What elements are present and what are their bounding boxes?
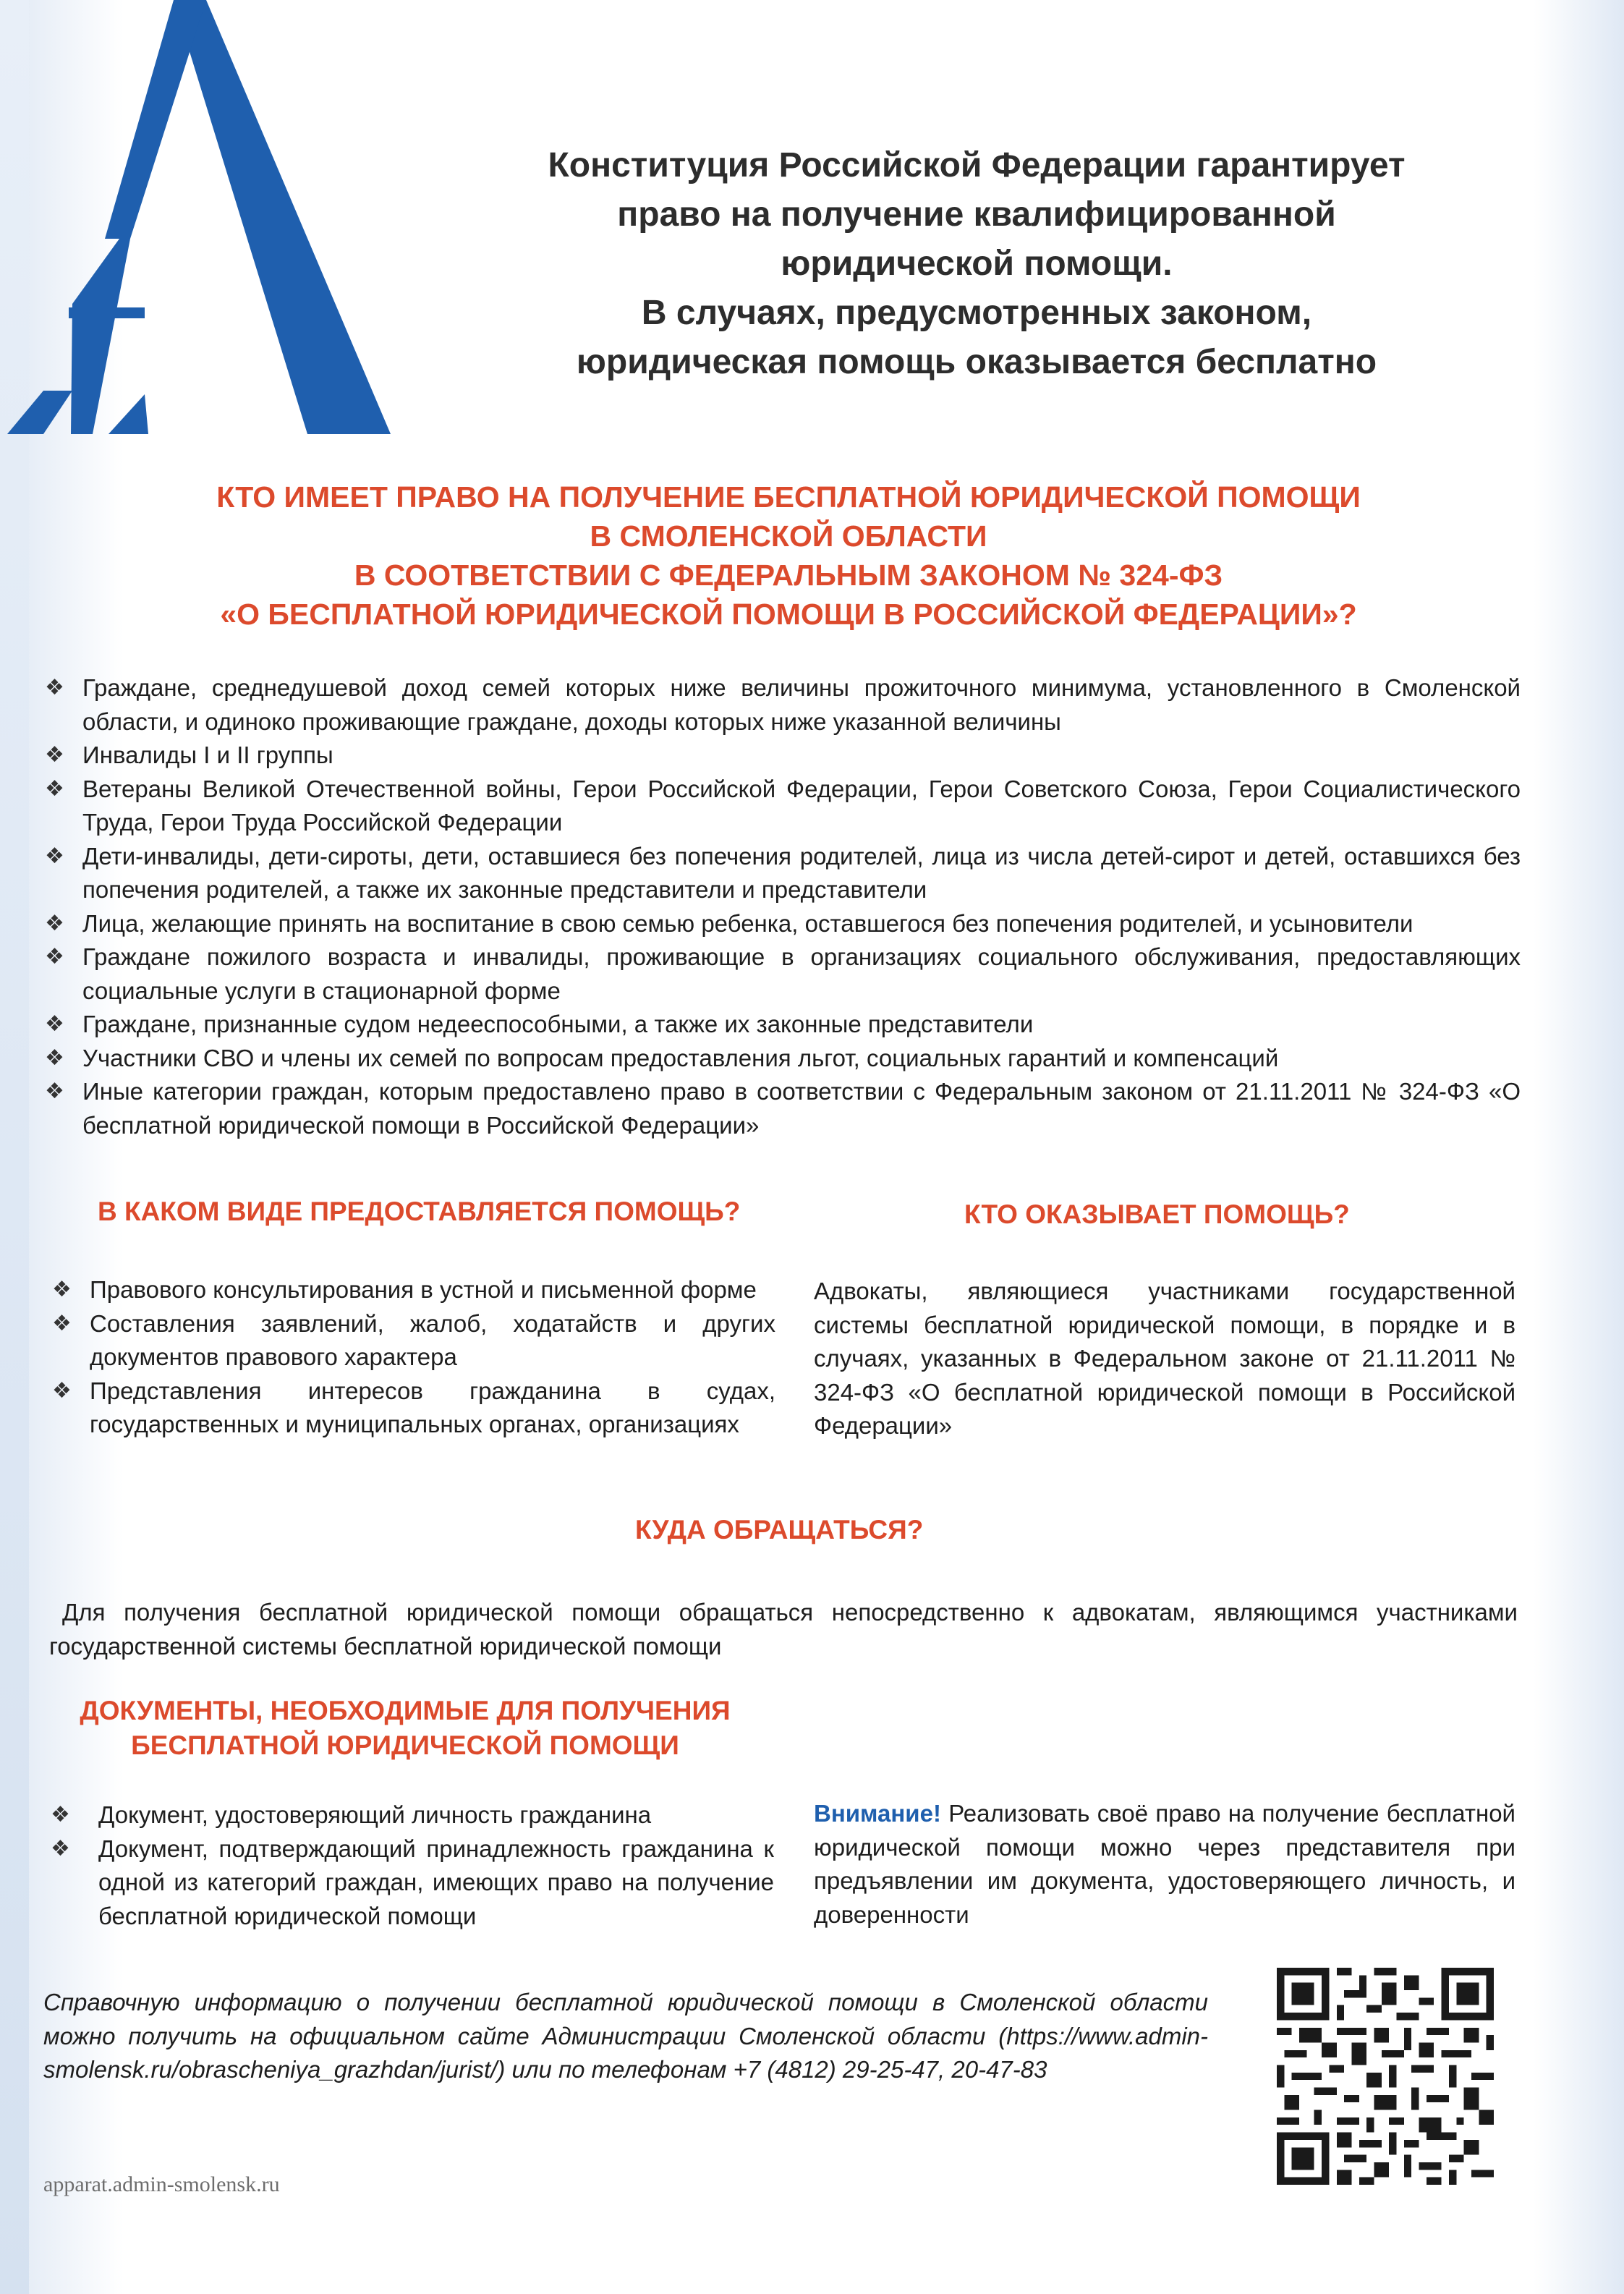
list-item — [52, 1375, 775, 1442]
diamond-bullet-icon: ❖ — [45, 911, 64, 935]
diamond-bullet-icon: ❖ — [45, 1012, 64, 1036]
attention-note — [814, 1797, 1515, 1932]
header-line: право на получение квалифицированной — [617, 195, 1336, 234]
list-item-text: Составления заявлений, жалоб, ходатайств и других документов правового характера — [90, 1309, 775, 1370]
list-item-text: Иные категории граждан, которым предоставлено право в соответствии с Федеральным законом от 21.11.2011 № 324-ФЗ «О бесплатной юридической помощи в Российской Федерации» — [82, 1078, 1521, 1139]
diamond-bullet-icon: ❖ — [52, 1278, 72, 1301]
list-item — [45, 907, 1521, 941]
header-line: юридической помощи. — [781, 245, 1173, 283]
who-text: Адвокаты, являющиеся участниками государственной системы бесплатной юридической помощи, в порядке и в случаях, указанных в Федеральном законе от 21.11.2011 № 324-ФЗ «О бесплатной юридической помощи в Российской Федерации» — [814, 1278, 1515, 1439]
reference-info: Справочную информацию о получении бесплатной юридической помощи в Смоленской области можно получить на официальном сайте Администрации Смоленской области (https://www.admin-smolensk.ru/obrascheniya_grazhdan/jurist/) или по телефонам +7 (4812) 29-25-47, 20-47-83 — [43, 1989, 1208, 2083]
diamond-bullet-icon: ❖ — [45, 776, 64, 801]
main-title-line: «О БЕСПЛАТНОЙ ЮРИДИЧЕСКОЙ ПОМОЩИ В РОССИЙСКОЙ ФЕДЕРАЦИИ»? — [220, 598, 1357, 631]
diamond-bullet-icon: ❖ — [51, 1803, 70, 1827]
footer-site-url: apparat.admin-smolensk.ru — [43, 2172, 280, 2196]
attention-label: Внимание! — [814, 1800, 941, 1827]
header-line: юридическая помощь оказывается бесплатно — [576, 343, 1377, 381]
list-item-text: Граждане, среднедушевой доход семей которых ниже величины прожиточного минимума, установленного в Смоленской области, и одиноко проживающие граждане, доходы которых ниже указанной величины — [82, 674, 1521, 735]
main-title-line: В СООТВЕТСТВИИ С ФЕДЕРАЛЬНЫМ ЗАКОНОМ № 324-ФЗ — [354, 558, 1223, 592]
docs-section-title — [43, 1694, 767, 1763]
list-item-text: Граждане пожилого возраста и инвалиды, проживающие в организациях социального обслуживания, предоставляющих социальные услуги в стационарной форме — [82, 943, 1521, 1004]
eligible-list — [45, 671, 1521, 1142]
diamond-bullet-icon: ❖ — [51, 1836, 70, 1861]
diamond-bullet-icon: ❖ — [45, 676, 64, 700]
list-item-text: Документ, подтверждающий принадлежность гражданина к одной из категорий граждан, имеющих право на получение бесплатной юридической помощи — [98, 1835, 774, 1929]
qr-code — [1277, 1968, 1494, 2185]
list-item-text: Правового консультирования в устной и письменной форме — [90, 1276, 757, 1303]
header-line: Конституция Российской Федерации гарантирует — [548, 146, 1406, 184]
list-item — [45, 739, 1521, 773]
list-item — [45, 1008, 1521, 1042]
list-item — [51, 1832, 774, 1934]
list-item-text: Ветераны Великой Отечественной войны, Герои Российской Федерации, Герои Советского Союза, Герои Социалистического Труда, Герои Труда Российской Федерации — [82, 775, 1521, 836]
header-statement — [434, 141, 1519, 387]
docs-title-line: БЕСПЛАТНОЙ ЮРИДИЧЕСКОЙ ПОМОЩИ — [131, 1730, 679, 1760]
form-section-title: В КАКОМ ВИДЕ ПРЕДОСТАВЛЯЕТСЯ ПОМОЩЬ? — [98, 1197, 741, 1226]
list-item — [45, 671, 1521, 739]
diamond-bullet-icon: ❖ — [45, 1045, 64, 1070]
docs-list — [51, 1798, 774, 1933]
diamond-bullet-icon: ❖ — [52, 1378, 72, 1403]
list-item-text: Лица, желающие принять на воспитание в свою семью ребенка, оставшегося без попечения родителей, и усыновители — [82, 909, 1413, 937]
list-item-text: Граждане, признанные судом недееспособными, а также их законные представители — [82, 1011, 1034, 1037]
list-item-text: Инвалиды I и II группы — [82, 742, 333, 768]
list-item — [45, 1075, 1521, 1142]
main-title — [109, 477, 1468, 634]
where-text: Для получения бесплатной юридической помощи обращаться непосредственно к адвокатам, являющимся участниками государственной системы бесплатной юридической помощи — [49, 1599, 1518, 1660]
docs-title-line: ДОКУМЕНТЫ, НЕОБХОДИМЫЕ ДЛЯ ПОЛУЧЕНИЯ — [80, 1696, 731, 1725]
list-item-text: Документ, удостоверяющий личность гражданина — [98, 1801, 652, 1828]
diamond-bullet-icon: ❖ — [45, 945, 64, 969]
header-line: В случаях, предусмотренных законом, — [641, 294, 1312, 332]
diamond-bullet-icon: ❖ — [45, 743, 64, 767]
list-item-text: Представления интересов гражданина в судах, государственных и муниципальных органах, организациях — [90, 1377, 775, 1437]
list-item — [52, 1273, 775, 1307]
where-section-title: КУДА ОБРАЩАТЬСЯ? — [635, 1515, 924, 1545]
main-title-line: КТО ИМЕЕТ ПРАВО НА ПОЛУЧЕНИЕ БЕСПЛАТНОЙ ЮРИДИЧЕСКОЙ ПОМОЩИ — [216, 480, 1361, 514]
diamond-bullet-icon: ❖ — [52, 1311, 72, 1335]
list-item — [45, 840, 1521, 907]
diamond-bullet-icon: ❖ — [45, 844, 64, 868]
list-item — [45, 940, 1521, 1008]
main-title-line: В СМОЛЕНСКОЙ ОБЛАСТИ — [590, 519, 987, 553]
list-item — [52, 1307, 775, 1375]
letter-a-logo — [0, 0, 405, 449]
list-item — [45, 773, 1521, 840]
list-item — [51, 1798, 774, 1832]
attention-text: Реализовать своё право на получение бесплатной юридической помощи можно через представителя при предъявлении им документа, удостоверяющего личность, и доверенности — [814, 1800, 1515, 1928]
who-section-title: КТО ОКАЗЫВАЕТ ПОМОЩЬ? — [964, 1199, 1350, 1229]
diamond-bullet-icon: ❖ — [45, 1079, 64, 1103]
list-item-text: Дети-инвалиды, дети-сироты, дети, оставшиеся без попечения родителей, лица из числа детей-сирот и детей, оставшихся без попечения родителей, а также их законные представители и представители — [82, 842, 1521, 903]
list-item-text: Участники СВО и члены их семей по вопросам предоставления льгот, социальных гарантий и компенсаций — [82, 1044, 1279, 1071]
list-item — [45, 1042, 1521, 1076]
form-list — [52, 1273, 775, 1442]
